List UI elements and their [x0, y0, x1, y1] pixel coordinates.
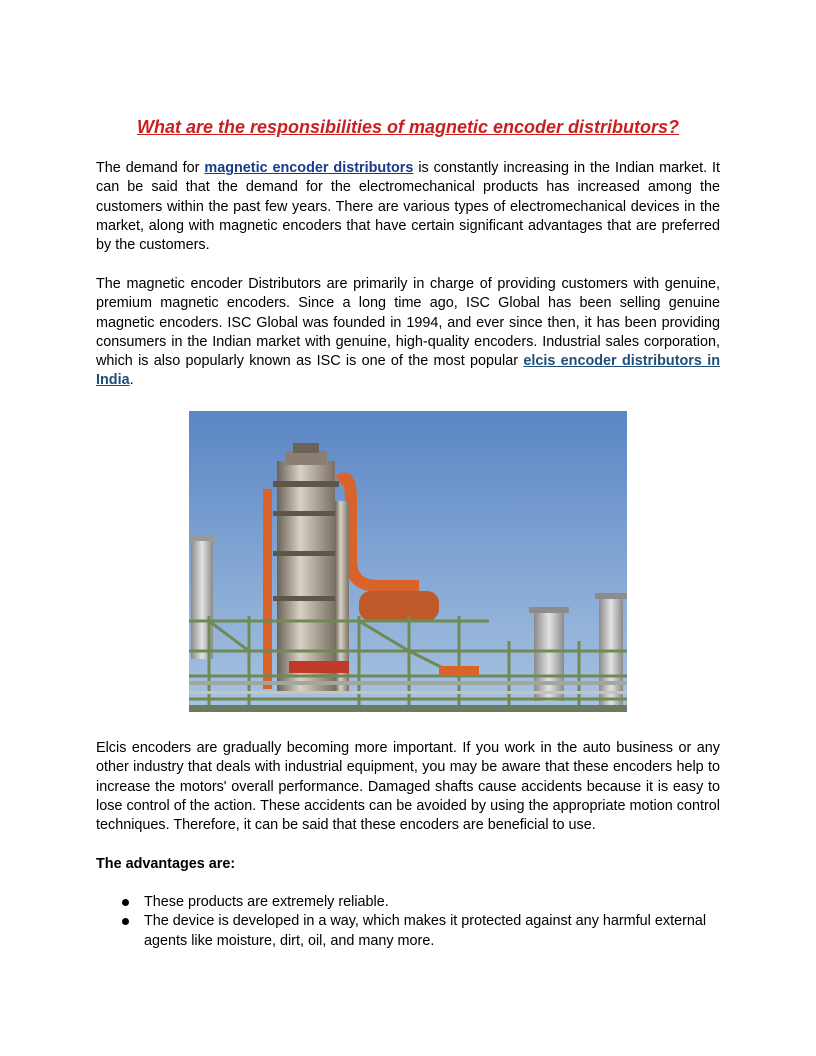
intro-text-end: is constantly increasing in the Indian market. It can be said that the demand for the electromechanical products has increased among the customers within the past few years. There are various types of electromechanical devices in the market, along with magnetic encoders that have certain significant advantages that are preferred by the customers.	[96, 160, 721, 254]
isc-paragraph	[96, 275, 720, 391]
advantages-heading: The advantages are:	[96, 856, 236, 872]
bullet-icon	[122, 918, 129, 925]
magnetic-encoder-distributors-link[interactable]: magnetic encoder distributors	[204, 160, 414, 176]
advantages-list	[96, 893, 720, 951]
list-item-text: These products are extremely reliable.	[144, 894, 389, 910]
bullet-icon	[122, 899, 129, 906]
list-item	[96, 893, 720, 912]
isc-text: The magnetic encoder Distributors are primarily in charge of providing customers with genuine, premium magnetic encoders. Since a long time ago, ISC Global has been selling genuine magnetic encoders. ISC Global was founded in 1994, and ever since then, it has been providing consumers in the Indian market with genuine, high-quality encoders. Industrial sales corporation, which is also popularly known as ISC is one of the most popular	[96, 276, 720, 370]
intro-text-start: The demand for	[96, 160, 205, 176]
page-title: What are the responsibilities of magnetic encoder distributors?	[136, 117, 680, 137]
refinery-photo	[189, 411, 627, 712]
intro-paragraph	[96, 159, 720, 255]
list-item-text: The device is developed in a way, which makes it protected against any harmful external agents like moisture, dirt, oil, and many more.	[144, 913, 707, 949]
list-item	[96, 912, 720, 951]
elcis-encoder-distributors-link[interactable]: elcis encoder distributors in India	[96, 353, 720, 389]
isc-text-end: .	[129, 372, 134, 389]
elcis-paragraph: Elcis encoders are gradually becoming more important. If you work in the auto business or any other industry that deals with industrial equipment, you may be aware that these encoders help to increase the motors' overall performance. Damaged shafts cause accidents because it is easy to lose control of the action. These accidents can be avoided by using the appropriate motion control techniques. Therefore, it can be said that these encoders are beneficial to use.	[96, 740, 720, 834]
